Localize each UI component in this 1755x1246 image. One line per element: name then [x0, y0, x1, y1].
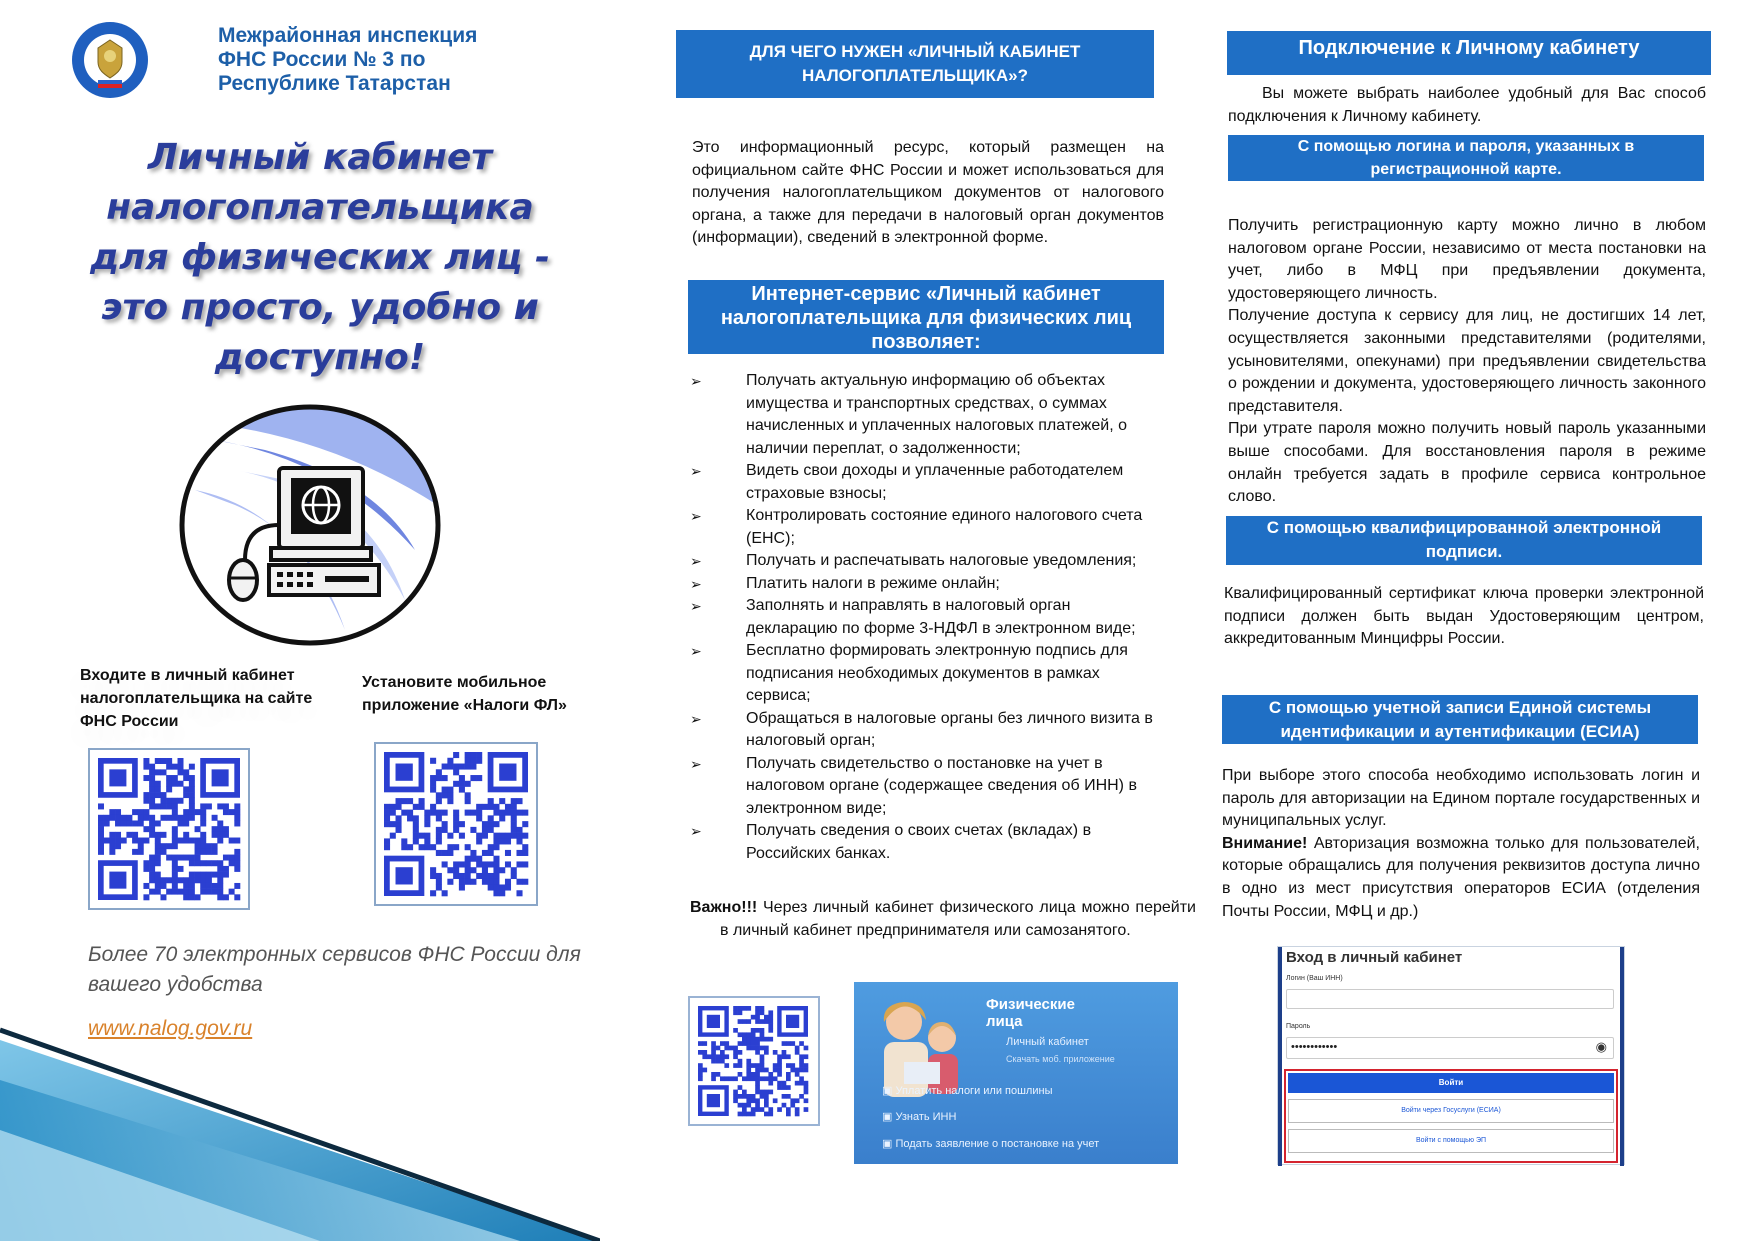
method3-header: С помощью учетной записи Единой системы идентификации и аутентификации (ЕСИА)	[1222, 695, 1698, 744]
qr-code-app[interactable]	[374, 742, 538, 906]
method2-text: Квалифицированный сертификат ключа проверки электронной подписи должен быть выдан Удостоверяющим центром, аккредитованным Минцифры России.	[1224, 585, 1704, 648]
login-form	[1277, 946, 1625, 1165]
org-name: Межрайонная инспекция ФНС России № 3 по Республике Татарстан	[218, 24, 478, 95]
arrow-bullet-icon: ➢	[690, 575, 702, 592]
fns-emblem-icon	[70, 20, 150, 100]
right-header: Подключение к Личному кабинету	[1227, 31, 1711, 75]
service-header: Интернет-сервис «Личный кабинет налогоплательщика для физических лиц позволяет:	[688, 280, 1164, 354]
attention-label: Внимание!	[1222, 834, 1308, 852]
method3-text	[1222, 765, 1700, 923]
feature-item	[690, 550, 1166, 573]
app-menu-item-1[interactable]: ▣ Уплатить налоги или пошлины	[882, 1085, 1053, 1097]
right-intro: Вы можете выбрать наиболее удобный для Вас способ подключения к Личному кабинету.	[1228, 85, 1706, 125]
middle-header: ДЛЯ ЧЕГО НУЖЕН «ЛИЧНЫЙ КАБИНЕТ НАЛОГОПЛАТЕЛЬЩИКА»?	[676, 30, 1154, 98]
feature-item	[690, 753, 1166, 821]
feature-text: Обращаться в налоговые органы без личного визита в налоговый орган;	[746, 709, 1153, 749]
feature-item	[690, 708, 1166, 753]
password-value: ••••••••••••	[1291, 1041, 1338, 1053]
method3-p2: Внимание! Авторизация возможна только для пользователей, которые обращались для получения реквизитов доступа лично в одно из мест присутствия операторов ЕСИА (отделения Почты России, МФЦ и др.)	[1222, 834, 1700, 920]
app-screenshot	[854, 982, 1178, 1164]
feature-text: Получать сведения о своих счетах (вкладах) в Российских банках.	[746, 822, 1092, 862]
ep-button[interactable]: Войти с помощью ЭП	[1288, 1129, 1614, 1153]
feature-item	[690, 640, 1166, 708]
feature-item	[690, 595, 1166, 640]
eye-icon[interactable]: ◉	[1595, 1039, 1607, 1054]
arrow-bullet-icon: ➢	[690, 755, 702, 772]
login-input[interactable]	[1286, 989, 1614, 1009]
feature-text: Контролировать состояние единого налогового счета (ЕНС);	[746, 507, 1143, 547]
feature-item	[690, 573, 1166, 596]
feature-item	[690, 460, 1166, 505]
app-subtitle: Личный кабинет	[1006, 1036, 1089, 1048]
important-note	[690, 897, 1196, 942]
important-label: Важно!!!	[690, 899, 758, 916]
method2-header: С помощью квалифицированной электронной подписи.	[1226, 516, 1702, 565]
feature-item	[690, 820, 1166, 865]
decorative-swoosh	[0, 1000, 600, 1241]
feature-item	[690, 370, 1166, 460]
qr-code-middle[interactable]	[688, 996, 820, 1126]
feature-text: Получать и распечатывать налоговые уведомления;	[746, 552, 1137, 569]
arrow-bullet-icon: ➢	[690, 823, 702, 839]
feature-text: Получать свидетельство о постановке на учет в налоговом органе (содержащее сведения об ИНН) в электронном виде;	[746, 754, 1137, 817]
feature-text: Видеть свои доходы и уплаченные работодателем страховые взносы;	[746, 462, 1124, 502]
more-services-text: Более 70 электронных сервисов ФНС России для вашего удобства	[88, 943, 581, 996]
app-menu-item-3[interactable]: ▣ Подать заявление о постановке на учет	[882, 1138, 1100, 1150]
enter-button[interactable]: Войти	[1288, 1073, 1614, 1093]
arrow-bullet-icon: ➢	[690, 710, 702, 727]
password-input[interactable]	[1286, 1037, 1614, 1059]
auth-buttons-frame	[1284, 1069, 1618, 1163]
method1-text	[1228, 215, 1706, 509]
qr-code-site[interactable]	[88, 748, 250, 910]
method1-header: С помощью логина и пароля, указанных в регистрационной карте.	[1228, 135, 1704, 181]
feature-text: Получать актуальную информацию об объектах имущества и транспортных средствах, о суммах начисленных и уплаченных налоговых платежей, о наличии переплат, о задолженности;	[746, 372, 1128, 457]
arrow-bullet-icon: ➢	[690, 463, 702, 479]
arrow-bullet-icon: ➢	[690, 508, 702, 524]
important-text: Через личный кабинет физического лица можно перейти в личный кабинет предпринимателя или самозанятого.	[720, 899, 1196, 939]
feature-text: Бесплатно формировать электронную подпись для подписания необходимых документов в рамках сервиса;	[746, 642, 1128, 704]
qr2-caption: Установите мобильное приложение «Налоги ФЛ»	[362, 674, 567, 714]
arrow-bullet-icon: ➢	[690, 598, 702, 614]
arrow-bullet-icon: ➢	[690, 373, 702, 389]
feature-text: Заполнять и направлять в налоговый орган декларацию по форме 3-НДФЛ в электронном виде;	[746, 597, 1136, 637]
app-subtitle-2: Скачать моб. приложение	[1006, 1054, 1115, 1064]
arrow-bullet-icon: ➢	[690, 643, 702, 659]
method1-p1: Получить регистрационную карту можно лично в любом налоговом органе России, независимо от места постановки на учет, либо в МФЦ при предъявлении документа, удостоверяющего личность.	[1228, 217, 1706, 302]
gosuslugi-button[interactable]: Войти через Госуслуги (ЕСИА)	[1288, 1099, 1614, 1123]
login-label: Логин (Ваш ИНН)	[1286, 975, 1343, 982]
slogan-title: Личный кабинет налогоплательщика для физических лиц - это просто, удобно и доступно!	[90, 137, 550, 378]
features-list	[690, 370, 1166, 865]
middle-intro: Это информационный ресурс, который размещен на официальном сайте ФНС России и может использоваться для получения налогоплательщиком документов от налогового органа, а также для передачи в налоговый орган документов (информации), сведений в электронной форме.	[692, 139, 1164, 246]
feature-text: Платить налоги в режиме онлайн;	[746, 574, 1000, 592]
app-title: Физические лица	[986, 996, 1075, 1030]
computer-illustration	[175, 400, 455, 650]
app-menu-item-2[interactable]: ▣ Узнать ИНН	[882, 1111, 957, 1123]
method1-p3: При утрате пароля можно получить новый пароль указанными выше способами. Для восстановления пароля в режиме онлайн требуется задать в профиле сервиса контрольное слово.	[1228, 420, 1706, 506]
method3-p1: При выборе этого способа необходимо использовать логин и пароль для авторизации на Едином портале государственных и муниципальных услуг.	[1222, 767, 1700, 830]
arrow-bullet-icon: ➢	[690, 553, 702, 569]
qr1-caption: Входите в личный кабинет налогоплательщика на сайте ФНС России	[80, 667, 313, 730]
password-label: Пароль	[1286, 1023, 1311, 1030]
method1-p2: Получение доступа к сервису для лиц, не достигших 14 лет, осуществляется законными представителями (родителями, усыновителями, опекунами) при предъявлении свидетельства о рождении и документа, удостоверяющего личность законного представителя.	[1228, 307, 1706, 415]
feature-item	[690, 505, 1166, 550]
login-title: Вход в личный кабинет	[1286, 949, 1463, 966]
website-link[interactable]: www.nalog.gov.ru	[88, 1017, 253, 1040]
